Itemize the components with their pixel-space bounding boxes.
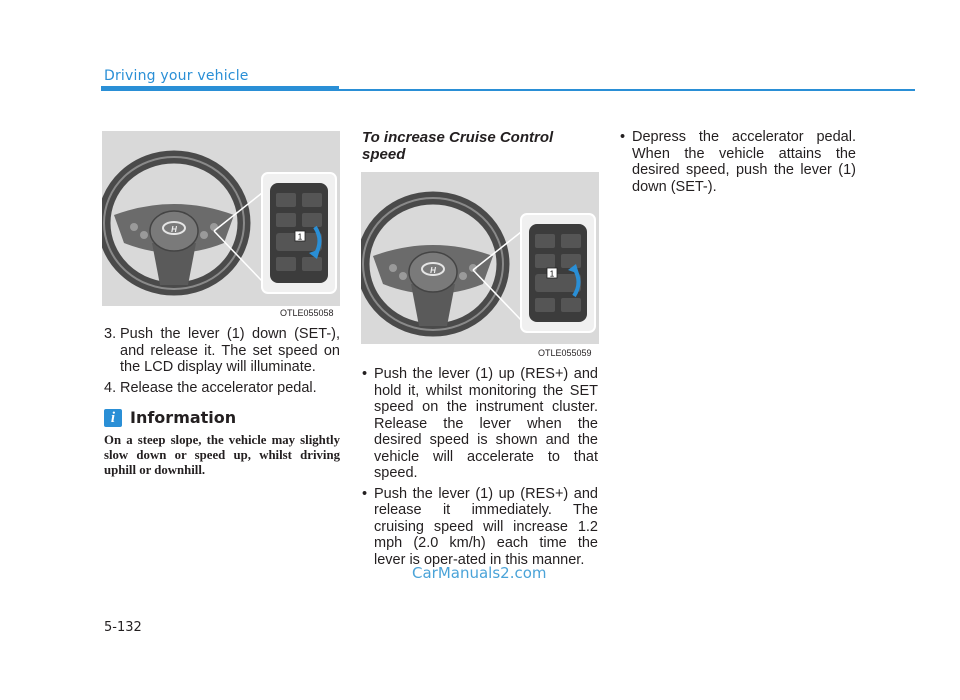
info-i-icon: i <box>104 409 122 427</box>
steering-wheel-figure-1 <box>102 131 340 306</box>
svg-text:H: H <box>171 225 177 234</box>
figure-code-1: OTLE055058 <box>280 308 334 318</box>
subsection-heading: To increase Cruise Control speed <box>362 129 554 163</box>
step-number: 4. <box>104 379 117 396</box>
bullet-item <box>620 129 856 195</box>
bullet-dot: • <box>620 129 626 145</box>
steering-wheel-figure-2 <box>361 172 599 344</box>
step-text: Release the accelerator pedal. <box>120 379 317 396</box>
bullet-text: Push the lever (1) up (RES+) and release it immediately. The cruising speed will increase 1.2 mph (2.0 km/h) each time the lever is oper-ated in this manner. <box>374 485 598 568</box>
steering-wheel-illustration-2 <box>361 172 599 344</box>
bullet-text: Depress the accelerator pedal. When the vehicle attains the desired speed, push the lever (1) down (SET-). <box>632 129 856 195</box>
figure-code-2: OTLE055059 <box>538 348 592 358</box>
header-rule <box>339 89 915 91</box>
step-number: 3. <box>104 326 117 342</box>
watermark-link[interactable]: CarManuals2.com <box>412 564 547 582</box>
information-title: Information <box>130 408 237 427</box>
column-1-steps <box>104 326 340 400</box>
svg-text:H: H <box>430 266 436 275</box>
information-body: On a steep slope, the vehicle may slightly slow down or speed up, whilst driving uphill or downhill. <box>104 433 340 477</box>
bullet-item <box>362 366 598 482</box>
steering-wheel-illustration-1 <box>102 131 340 306</box>
section-title: Driving your vehicle <box>104 68 249 84</box>
step-item <box>104 326 340 376</box>
step-item <box>104 380 340 397</box>
lever-label-2: 1 <box>549 269 555 279</box>
column-3-bullets <box>620 129 856 199</box>
header-rule-accent <box>101 86 339 91</box>
bullet-text: Push the lever (1) up (RES+) and hold it, whilst monitoring the SET speed on the instrument cluster. Release the lever when the desired speed is shown and the vehicle will accelerate to that speed. <box>374 366 598 481</box>
bullet-dot: • <box>362 366 368 382</box>
lever-label-1: 1 <box>297 232 303 242</box>
bullet-dot: • <box>362 485 368 502</box>
page-number: 5-132 <box>104 620 142 635</box>
column-2-bullets <box>362 366 598 572</box>
step-text: Push the lever (1) down (SET-), and release it. The set speed on the LCD display will illuminate. <box>120 326 340 375</box>
information-header <box>104 408 236 427</box>
bullet-item <box>362 486 598 569</box>
